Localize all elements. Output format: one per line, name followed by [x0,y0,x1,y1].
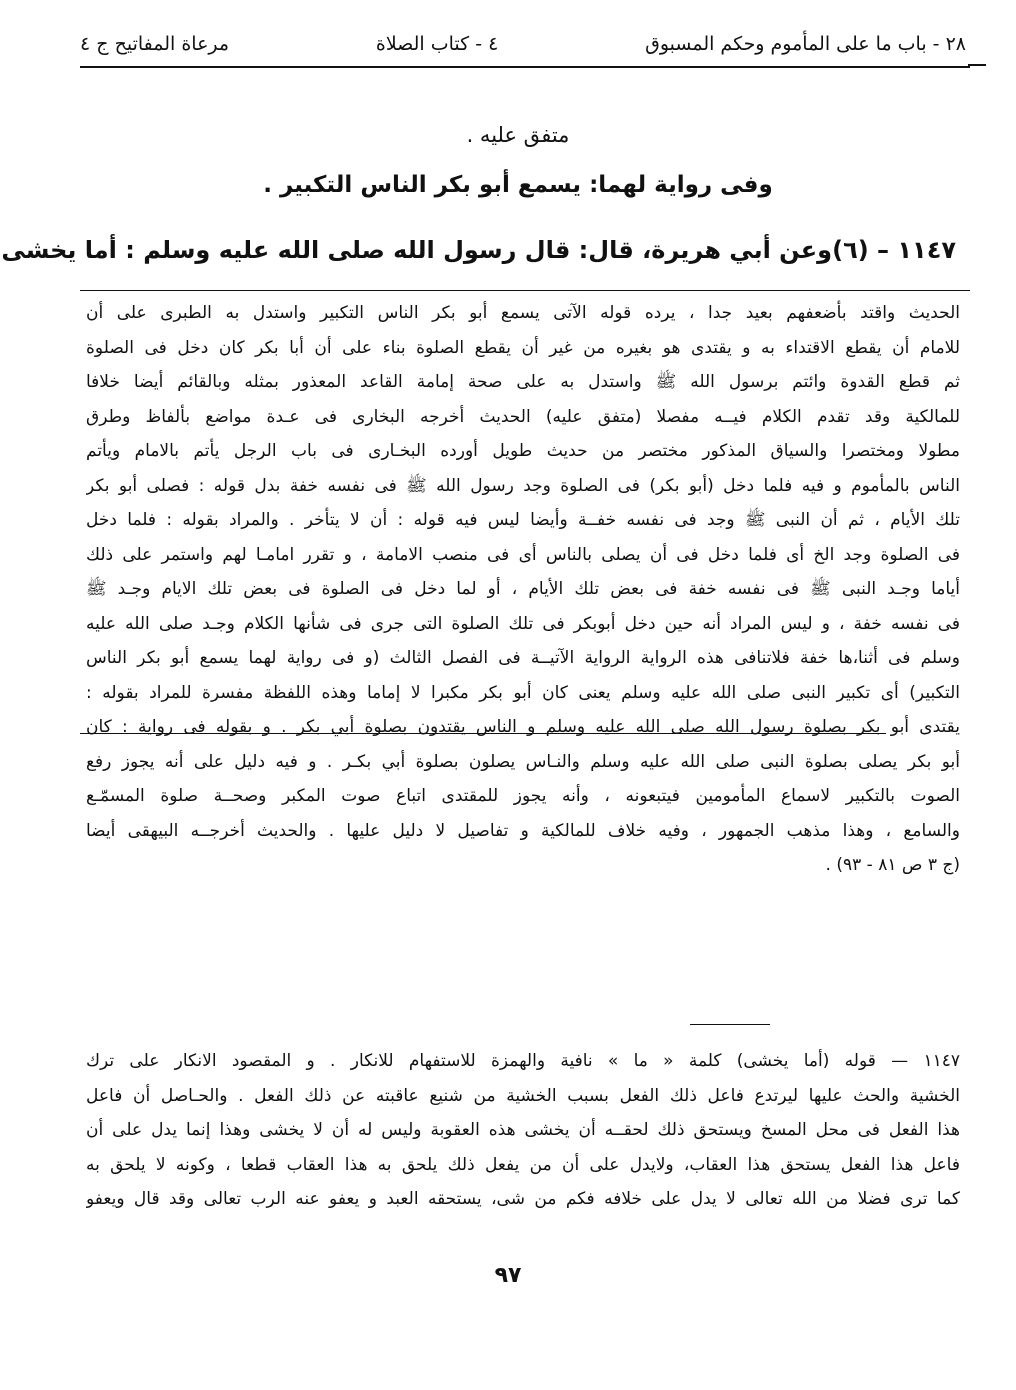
running-header [80,22,966,66]
commentary-line: فى نفسه خفة ، و ليس المراد أنه حين دخل أبوبكر فى تلك الصلوة التى جرى فى شأنها الكلام وجـد صلى الله عليه [86,613,960,634]
riwaya-line: وفى رواية لهما: يسمع أبو بكر الناس التكبير . [263,172,773,198]
header-rule-tail [968,64,986,66]
section-1147-line: فاعل هذا الفعل يستحق هذا العقاب، ولايدل على أن من يفعل ذلك يلحق به هذا العقاب قطعا ، وكونه لا يلحق به [86,1154,960,1175]
commentary-line: ثم قطع القدوة وائتم برسول الله ﷺ واستدل به على صحة إمامة القاعد المعذور بمثله وبالقائم أيضا خلافا [86,372,960,392]
section-1147-line: الخشية والحث عليها ليرتدع فاعل ذلك الفعل بسبب الخشية من شنيع عاقبته عن ذلك الفعل . والحـاصل أن فاعل [86,1085,960,1106]
commentary-separator [80,290,970,291]
header-section-title: ٢٨ - باب ما على المأموم وحكم المسبوق [645,33,966,55]
header-book-chapter: ٤ - كتاب الصلاة [375,33,499,55]
header-book-title: مرعاة المفاتيح ج ٤ [80,33,230,55]
commentary-line: للامام أن يقطع الاقتداء به و يقتدى هو بغيره من غير أن يقطع الصلوة بناء على أن أبا بكر كان دخل فى الصلوة [86,337,960,358]
commentary-line: الصوت بالتكبير لاسماع المأمومين فيتبعونه ، وأنه يجوز للمقتدى اتباع صوت المكبر وصحــة صلوة المسمّـع [86,786,960,806]
agreed-upon-label: متفق عليه . [466,123,570,147]
commentary-line: مطولا ومختصرا والسياق المذكور مختصر من حديث طويل أورده البخـارى فى باب الرجل يأتم بالامام ويأتم [86,441,960,461]
hadith-text: وعن أبي هريرة، قال: قال رسول الله صلى الله عليه وسلم : أما يخشى [1,236,833,264]
header-rule [80,66,970,68]
overline-mark [690,1024,770,1025]
section-1147-line: كما ترى فضلا من الله تعالى لا يدل على خلافه فكم من شى، يستحقه العبد و يعفو عنه الرب تعالى وقد قال ويعفو [86,1189,960,1209]
commentary-paragraph [86,296,960,883]
commentary-line: تلك الأيام ، ثم أن النبى ﷺ وجد فى نفسه خفــة وأيضا ليس فيه قوله : أن لا يتأخر . والمراد بقوله : فلما دخل [86,510,960,530]
commentary-line: الحديث واقتد بأضعفهم بعيد جدا ، يرده قوله الآتى يسمع أبو بكر الناس التكبير واستدل به الطبرى على أن [86,303,960,323]
commentary-line: يقتدى أبو بكر بصلوة رسول الله صلى الله عليه وسلم و الناس يقتدون بصلوة أبي بكر . و بقوله فى رواية : كان [86,717,960,737]
commentary-line: الناس بالمأموم و فيه فلما دخل (أبو بكر) فى الصلوة وجد رسول الله ﷺ فى نفسه خفة بدل قوله : فصلى أبو بكر [86,475,960,496]
inline-rule [80,733,886,734]
commentary-line: للمالكية وقد تقدم الكلام فيــه مفصلا (متفق عليه) الحديث أخرجه البخارى فى عـدة مواضع بألفاظ وطرق [86,406,960,427]
commentary-line: أبو بكر يصلى بصلوة النبى صلى الله عليه وسلم والنـاس يصلون بصلوة أبي بكـر . و فيه دليل على أنه يجوز رفع [86,751,960,772]
commentary-line: وسلم فى أثنا،ها خفة فلاتنافى هذه الرواية الرواية الآتيــة فى الفصل الثالث (و فى رواية لهما يسمع أبو بكر الناس [86,648,960,668]
section-1147-line: ١١٤٧ — قوله (أما يخشى) كلمة « ما » نافية والهمزة للاستفهام للانكار . و المقصود الانكار على ترك [86,1051,960,1071]
commentary-line: (ج ٣ ص ٨١ - ٩٣) . [825,855,960,875]
hadith-number: ١١٤٧ – (٦) [832,236,956,264]
section-1147-paragraph [86,1044,960,1217]
section-1147-line: هذا الفعل فى محل المسخ ويستحق ذلك لحقــه أن يخشى هذه العقوبة وليس له أن لا يخشى وهذا إنما يدل على أن [86,1120,960,1140]
commentary-line: فى الصلوة وجد الخ أى فلما دخل فى أن يصلى بالناس أى فى منصب الامامة ، و تقرر امامـا لهم واستمر على ذلك [86,544,960,565]
hadith-header [1,228,956,272]
commentary-line: أياما وجـد النبى ﷺ فى نفسه خفة فى بعض تلك الأيام ، أو لما دخل فى الصلوة فى بعض تلك الايام وجـد ﷺ [86,579,960,599]
page-number: ٩٧ [494,1263,522,1288]
commentary-line: والسامع ، وهذا مذهب الجمهور ، وفيه خلاف للمالكية و تفاصيل لا دليل عليها . والحديث أخرجــه البيهقى أيضا [86,820,960,841]
commentary-line: التكبير) أى تكبير النبى صلى الله عليه وسلم يعنى كان أبو بكر مكبرا لا إماما وهذه اللفظة مفسرة للمراد بقوله : [86,682,960,703]
